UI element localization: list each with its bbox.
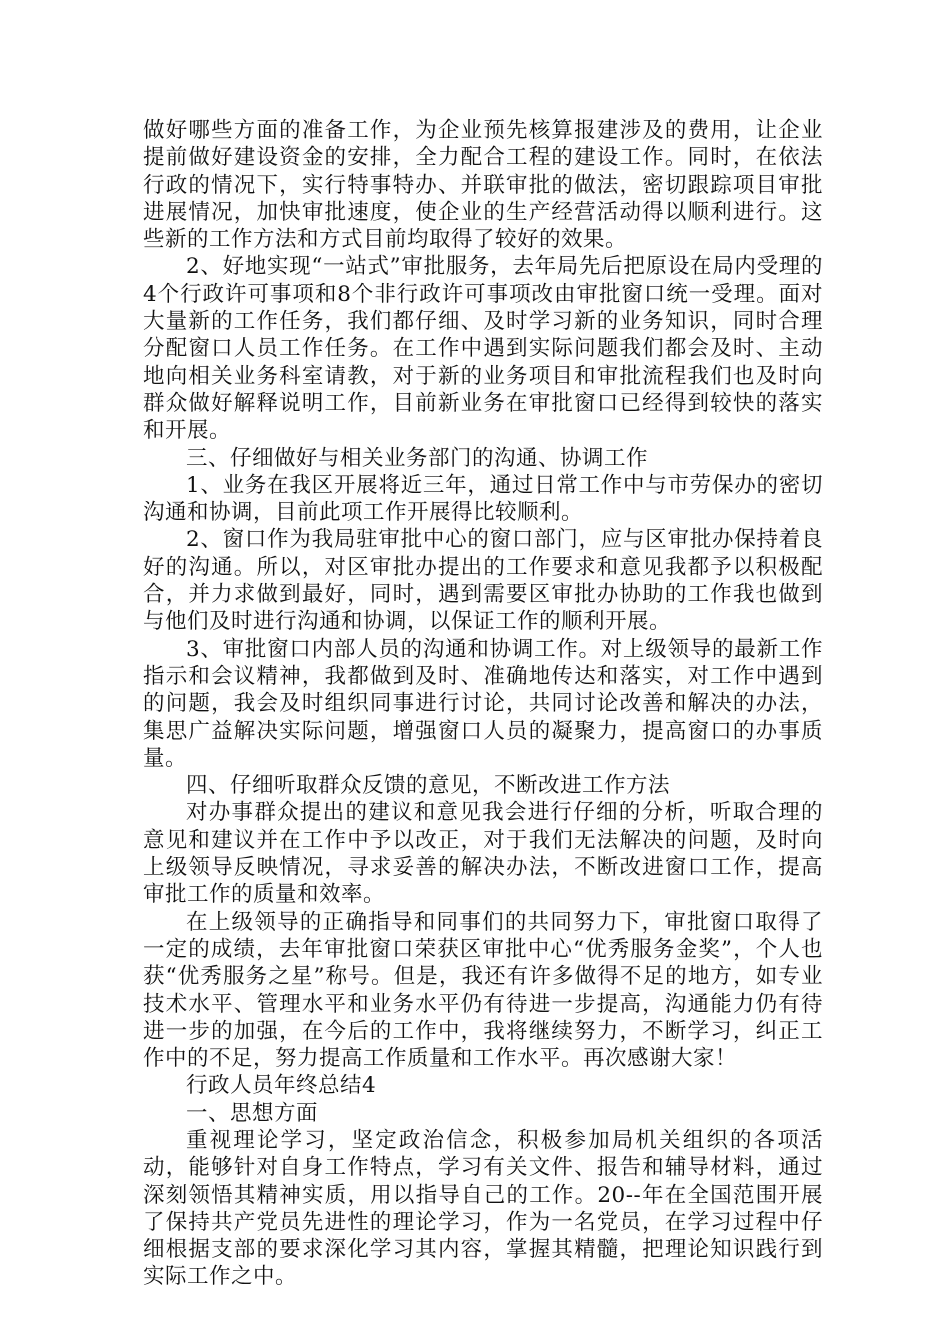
paragraph-feedback-analysis: 对办事群众提出的建议和意见我会进行仔细的分析，听取合理的意见和建议并在工作中予以改正，对于我们无法解决的问题，及时向上级领导反映情况，寻求妥善的解决办法，不断改进窗口工作，提高审批工作的质量和效率。 xyxy=(143,800,823,908)
paragraph-internal-coordination: 3、审批窗口内部人员的沟通和协调工作。对上级领导的最新工作指示和会议精神，我都做到及时、准确地传达和落实，对工作中遇到的问题，我会及时组织同事进行讨论，共同讨论改善和解决的办法，集思广益解决实际问题，增强窗口人员的凝聚力，提高窗口的办事质量。 xyxy=(143,636,823,771)
paragraph-business-coordination: 1、业务在我区开展将近三年，通过日常工作中与市劳保办的密切沟通和协调，目前此项工作开展得比较顺利。 xyxy=(143,472,823,526)
document-body xyxy=(143,117,823,1291)
paragraph-preparation-work: 做好哪些方面的准备工作，为企业预先核算报建涉及的费用，让企业提前做好建设资金的安排，全力配合工程的建设工作。同时，在依法行政的情况下，实行特事特办、并联审批的做法，密切跟踪项目审批进展情况，加快审批速度，使企业的生产经营活动得以顺利进行。这些新的工作方法和方式目前均取得了较好的效果。 xyxy=(143,118,823,253)
paragraph-window-department: 2、窗口作为我局驻审批中心的窗口部门，应与区审批办保持着良好的沟通。所以，对区审批办提出的工作要求和意见我都予以积极配合，并力求做到最好，同时，遇到需要区审批办协助的工作我也做到与他们及时进行沟通和协调，以保证工作的顺利开展。 xyxy=(143,527,823,635)
paragraph-theory-study: 重视理论学习，坚定政治信念，积极参加局机关组织的各项活动，能够针对自身工作特点，学习有关文件、报告和辅导材料，通过深刻领悟其精神实质，用以指导自己的工作。20--年在全国范围开展了保持共产党员先进性的理论学习，作为一名党员，在学习过程中仔细根据支部的要求深化学习其内容，掌握其精髓，把理论知识践行到实际工作之中。 xyxy=(143,1127,823,1290)
section-heading-thought: 一、思想方面 xyxy=(186,1100,319,1126)
section-heading-communication: 三、仔细做好与相关业务部门的沟通、协调工作 xyxy=(186,445,649,471)
paragraph-one-stop-service: 2、好地实现“一站式”审批服务，去年局先后把原设在局内受理的4个行政许可事项和8个非行政许可事项改由审批窗口统一受理。面对大量新的工作任务，我们都仔细、及时学习新的业务知识，同时合理分配窗口人员工作任务。在工作中遇到实际问题我们都会及时、主动地向相关业务科室请教，对于新的业务项目和审批流程我们也及时向群众做好解释说明工作，目前新业务在审批窗口已经得到较快的落实和开展。 xyxy=(143,254,823,444)
paragraph-achievements: 在上级领导的正确指导和同事们的共同努力下，审批窗口取得了一定的成绩，去年审批窗口荣获区审批中心“优秀服务金奖”，个人也获“优秀服务之星”称号。但是，我还有许多做得不足的地方，如专业技术水平、管理水平和业务水平仍有待进一步提高，沟通能力仍有待进一步的加强，在今后的工作中，我将继续努力，不断学习，纠正工作中的不足，努力提高工作质量和工作水平。再次感谢大家！ xyxy=(143,909,823,1072)
section-title-summary-4: 行政人员年终总结4 xyxy=(186,1073,377,1099)
section-heading-feedback: 四、仔细听取群众反馈的意见，不断改进工作方法 xyxy=(186,773,671,799)
